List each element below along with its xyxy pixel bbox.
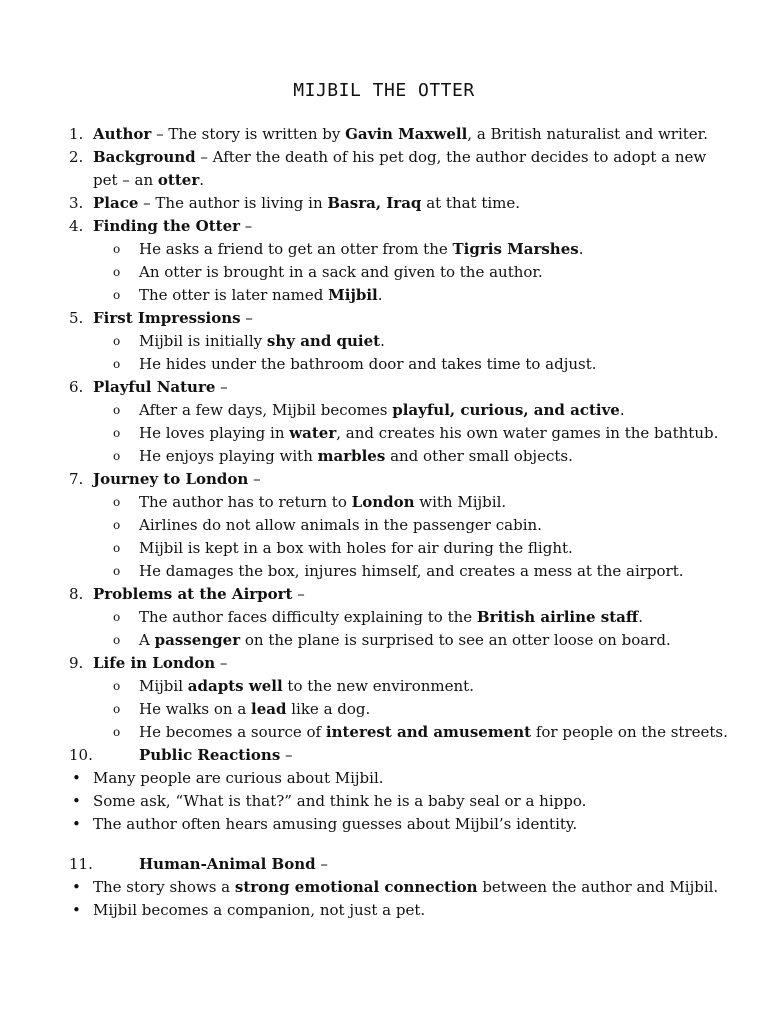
sub-emphasis: interest and amusement (325, 723, 532, 741)
section-number: 7. (69, 470, 84, 488)
section-number: 10. (69, 746, 93, 764)
spacer (0, 836, 768, 853)
section-4 (0, 215, 768, 238)
section-heading: Problems at the Airport (93, 585, 293, 603)
sub-emphasis: playful, curious, and active (392, 401, 620, 419)
sub-text: with Mijbil. (414, 493, 507, 511)
section-2 (0, 146, 768, 192)
section-emphasis: otter (157, 171, 200, 189)
sub-text: After a few days, Mijbil becomes (139, 401, 393, 419)
sub-item (0, 698, 768, 721)
bullet-text: Some ask, “What is that?” and think he is a baby seal or a hippo. (93, 792, 587, 810)
sub-item (0, 629, 768, 652)
sub-bullet-icon: o (113, 495, 121, 509)
bullet-text: between the author and Mijbil. (477, 878, 719, 896)
sub-text: . (380, 332, 385, 350)
sub-text: He enjoys playing with (139, 447, 318, 465)
section-dash: – (292, 585, 305, 603)
section-number: 2. (69, 148, 84, 166)
sub-text: He becomes a source of (139, 723, 326, 741)
sub-bullet-icon: o (113, 564, 121, 578)
sub-text: . (578, 240, 584, 258)
section-dash: – (215, 378, 228, 396)
bullet-item (0, 813, 768, 836)
sub-bullet-icon: o (113, 265, 121, 279)
sub-item (0, 284, 768, 307)
document-body (0, 123, 768, 922)
sub-emphasis: shy and quiet (266, 332, 381, 350)
section-emphasis: Gavin Maxwell (345, 125, 468, 143)
sub-bullet-icon: o (113, 541, 121, 555)
sub-emphasis: marbles (317, 447, 386, 465)
section-heading: Public Reactions (139, 746, 281, 764)
bullet-icon: • (72, 815, 81, 833)
section-heading: Author (93, 125, 152, 143)
sub-text: An otter is brought in a sack and given to the author. (139, 263, 543, 281)
sub-text: Mijbil is initially (139, 332, 267, 350)
bullet-icon: • (72, 769, 81, 787)
section-7 (0, 468, 768, 491)
sub-item (0, 491, 768, 514)
sub-text: The otter is later named (139, 286, 329, 304)
section-heading: Journey to London (93, 470, 249, 488)
bullet-emphasis: strong emotional connection (234, 878, 478, 896)
sub-text: Mijbil is kept in a box with holes for air during the flight. (139, 539, 573, 557)
bullet-icon: • (72, 792, 81, 810)
sub-text: He loves playing in (139, 424, 290, 442)
sub-text: Mijbil (139, 677, 188, 695)
section-11 (0, 853, 768, 876)
sub-item (0, 353, 768, 376)
sub-item (0, 606, 768, 629)
sub-item (0, 721, 768, 744)
sub-item (0, 445, 768, 468)
section-dash: – (248, 470, 261, 488)
sub-text: He damages the box, injures himself, and creates a mess at the airport. (139, 562, 684, 580)
section-emphasis: Basra, Iraq (327, 194, 422, 212)
sub-text: He asks a friend to get an otter from the (139, 240, 453, 258)
sub-text: , and creates his own water games in the bathtub. (336, 424, 719, 442)
section-number: 6. (69, 378, 84, 396)
section-number: 4. (69, 217, 84, 235)
sub-text: He walks on a (139, 700, 252, 718)
bullet-text: Mijbil becomes a companion, not just a pet. (93, 901, 426, 919)
section-dash: – (280, 746, 293, 764)
sub-bullet-icon: o (113, 288, 121, 302)
sub-text: The author has to return to (139, 493, 352, 511)
section-heading: Background (93, 148, 196, 166)
sub-item (0, 330, 768, 353)
bullet-item (0, 767, 768, 790)
sub-item (0, 675, 768, 698)
section-heading: First Impressions (93, 309, 241, 327)
sub-bullet-icon: o (113, 449, 121, 463)
sub-text: and other small objects. (385, 447, 573, 465)
section-dash: – (240, 217, 253, 235)
sub-emphasis: lead (251, 700, 287, 718)
sub-text: to the new environment. (282, 677, 474, 695)
section-number: 9. (69, 654, 84, 672)
section-heading: Playful Nature (93, 378, 216, 396)
bullet-text: The author often hears amusing guesses about Mijbil’s identity. (93, 815, 578, 833)
section-text: , a British naturalist and writer. (467, 125, 708, 143)
section-heading: Finding the Otter (93, 217, 241, 235)
sub-bullet-icon: o (113, 725, 121, 739)
sub-text: . (377, 286, 383, 304)
sub-item (0, 238, 768, 261)
section-text: – The story is written by (151, 125, 346, 143)
bullet-text: The story shows a (93, 878, 235, 896)
sub-text: for people on the streets. (531, 723, 728, 741)
section-dash: – (215, 654, 228, 672)
sub-text: He hides under the bathroom door and takes time to adjust. (139, 355, 597, 373)
sub-text: on the plane is surprised to see an otter loose on board. (240, 631, 671, 649)
section-heading: Life in London (93, 654, 216, 672)
sub-emphasis: adapts well (187, 677, 283, 695)
sub-emphasis: water (289, 424, 337, 442)
sub-bullet-icon: o (113, 702, 121, 716)
bullet-icon: • (72, 901, 81, 919)
sub-bullet-icon: o (113, 633, 121, 647)
section-number: 11. (69, 855, 93, 873)
section-heading: Place (93, 194, 139, 212)
sub-bullet-icon: o (113, 610, 121, 624)
section-5 (0, 307, 768, 330)
bullet-text: Many people are curious about Mijbil. (93, 769, 384, 787)
sub-item (0, 261, 768, 284)
bullet-item (0, 876, 768, 899)
section-3 (0, 192, 768, 215)
sub-text: . (638, 608, 643, 626)
sub-item (0, 560, 768, 583)
section-9 (0, 652, 768, 675)
sub-bullet-icon: o (113, 518, 121, 532)
section-6 (0, 376, 768, 399)
sub-text: A (139, 631, 155, 649)
sub-bullet-icon: o (113, 426, 121, 440)
bullet-item (0, 790, 768, 813)
page-title: MIJBIL THE OTTER (293, 80, 475, 101)
sub-bullet-icon: o (113, 679, 121, 693)
section-text: – After the death of his pet dog, the author decides to adopt a new pet – an (93, 148, 707, 189)
sub-bullet-icon: o (113, 334, 121, 348)
sub-bullet-icon: o (113, 242, 121, 256)
section-text: – The author is living in (138, 194, 328, 212)
sub-emphasis: Tigris Marshes (452, 240, 579, 258)
sub-text: The author faces difficulty explaining to the (139, 608, 477, 626)
sub-emphasis: British airline staff (476, 608, 639, 626)
sub-emphasis: passenger (154, 631, 241, 649)
section-number: 8. (69, 585, 84, 603)
section-dash: – (315, 855, 328, 873)
sub-text: . (619, 401, 625, 419)
bullet-icon: • (72, 878, 81, 896)
bullet-item (0, 899, 768, 922)
sub-emphasis: London (351, 493, 415, 511)
sub-emphasis: Mijbil (328, 286, 378, 304)
section-1 (0, 123, 768, 146)
sub-text: Airlines do not allow animals in the passenger cabin. (139, 516, 542, 534)
sub-item (0, 422, 768, 445)
section-number: 5. (69, 309, 84, 327)
sub-bullet-icon: o (113, 357, 121, 371)
sub-item (0, 514, 768, 537)
sub-bullet-icon: o (113, 403, 121, 417)
sub-item (0, 399, 768, 422)
sub-text: like a dog. (286, 700, 371, 718)
section-text: at that time. (421, 194, 521, 212)
section-text: . (199, 171, 205, 189)
section-8 (0, 583, 768, 606)
section-number: 1. (69, 125, 84, 143)
section-number: 3. (69, 194, 84, 212)
section-10 (0, 744, 768, 767)
sub-item (0, 537, 768, 560)
section-dash: – (240, 309, 253, 327)
section-heading: Human-Animal Bond (139, 855, 316, 873)
